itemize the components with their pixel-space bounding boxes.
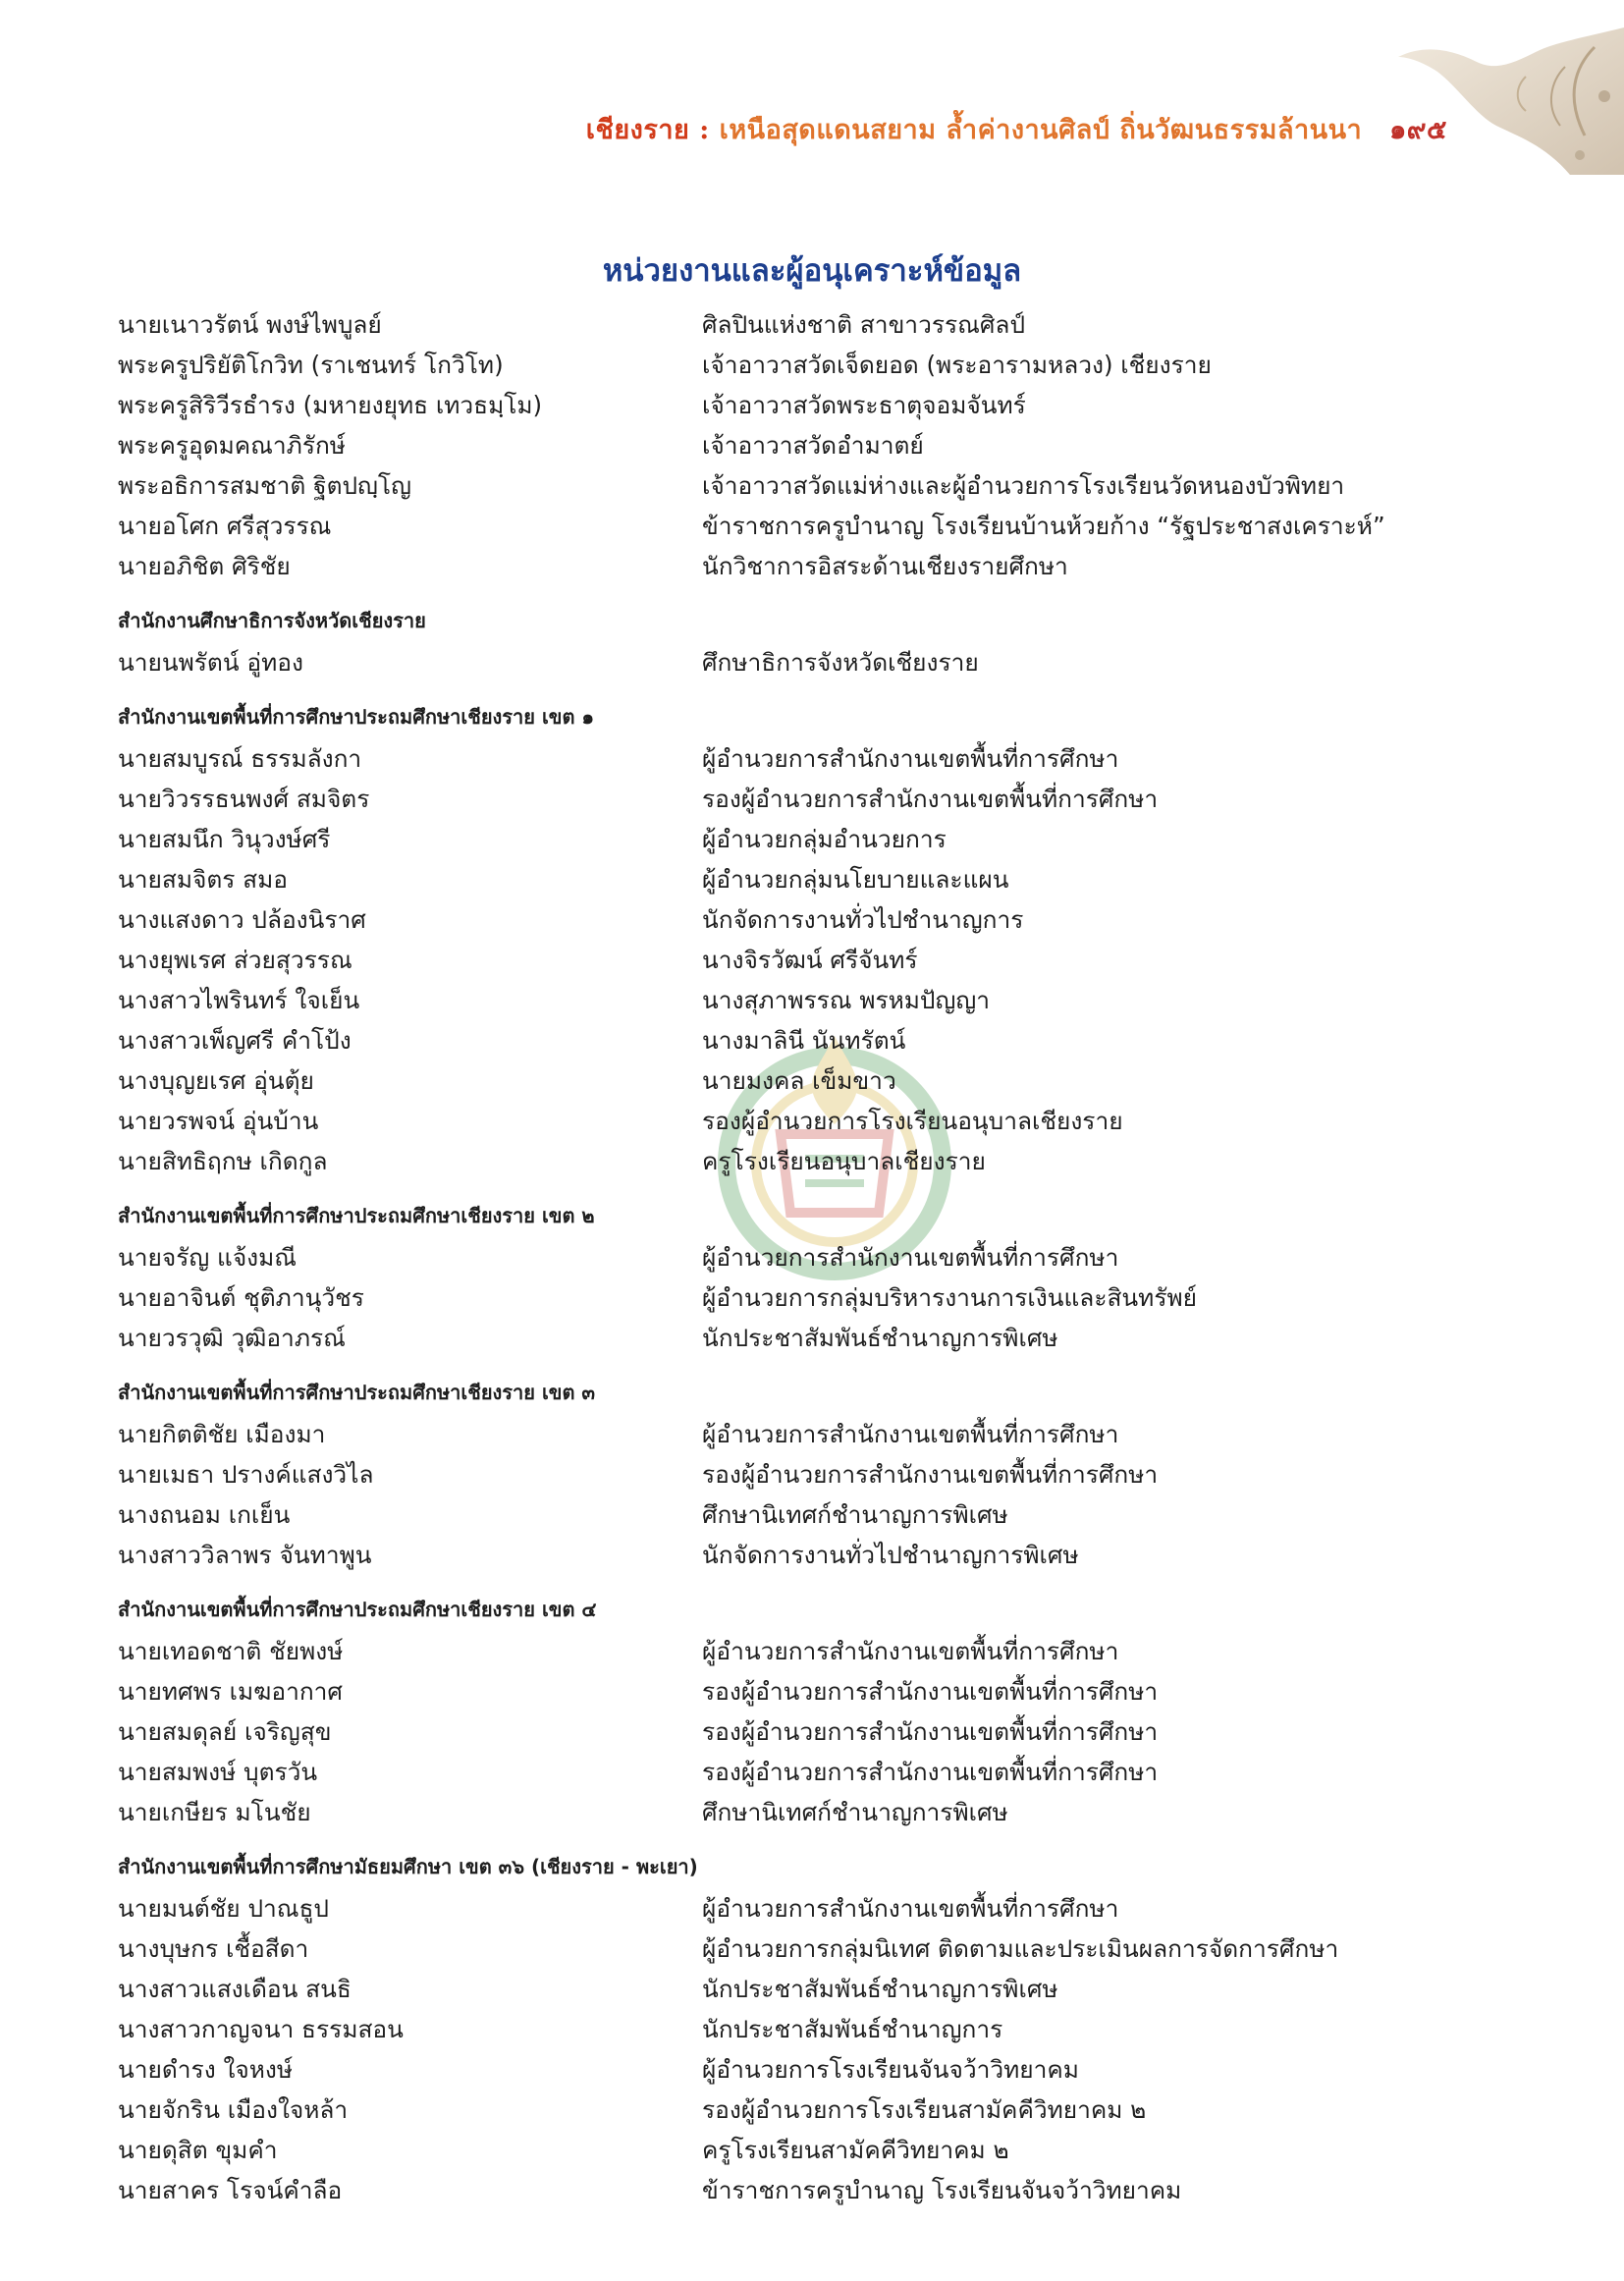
contributor-name: นายสมนึก วินุวงษ์ศรี	[118, 825, 331, 853]
contributor-row	[118, 1631, 1512, 1671]
contributor-position: ศึกษานิเทศก์ชำนาญการพิเศษ	[702, 1798, 1008, 1826]
contributor-position: เจ้าอาวาสวัดพระธาตุจอมจันทร์	[702, 391, 1026, 419]
contributor-row	[118, 779, 1512, 819]
contributor-row	[118, 980, 1512, 1020]
contributor-row	[118, 1020, 1512, 1060]
contributor-position: นางมาลินี นันทรัตน์	[702, 1026, 906, 1055]
contributor-position: ผู้อำนวยการกลุ่มบริหารงานการเงินและสินทรัพย์	[702, 1283, 1197, 1312]
contributor-name: นางสาวกาญจนา ธรรมสอน	[118, 2015, 404, 2043]
contributor-name: นายสมดุลย์ เจริญสุข	[118, 1717, 332, 1746]
contributor-position: นักจัดการงานทั่วไปชำนาญการพิเศษ	[702, 1541, 1079, 1569]
contributor-position: รองผู้อำนวยการโรงเรียนอนุบาลเชียงราย	[702, 1107, 1123, 1135]
contributor-position: ผู้อำนวยการโรงเรียนจันจว้าวิทยาคม	[702, 2055, 1079, 2084]
contributor-name: นายอโศก ศรีสุวรรณ	[118, 512, 332, 540]
contributor-position: นายมงคล เข็มขาว	[702, 1066, 896, 1095]
contributor-row	[118, 304, 1512, 345]
contributor-row	[118, 859, 1512, 899]
contributor-position: รองผู้อำนวยการโรงเรียนสามัคคีวิทยาคม ๒	[702, 2095, 1147, 2124]
contributor-position: ศึกษาธิการจังหวัดเชียงราย	[702, 648, 979, 677]
header-province: เชียงราย :	[585, 115, 710, 145]
contributor-position: ผู้อำนวยการสำนักงานเขตพื้นที่การศึกษา	[702, 1894, 1119, 1923]
contributor-position: นักประชาสัมพันธ์ชำนาญการพิเศษ	[702, 1975, 1058, 2003]
contributor-name: นายนพรัตน์ อู่ทอง	[118, 648, 303, 677]
contributor-row	[118, 1711, 1512, 1752]
contributor-position: รองผู้อำนวยการสำนักงานเขตพื้นที่การศึกษา	[702, 1677, 1159, 1706]
contributor-name: นายดุสิต ขุมคำ	[118, 2136, 278, 2164]
contributor-position: ผู้อำนวยการสำนักงานเขตพื้นที่การศึกษา	[702, 744, 1119, 773]
contributor-position: ครูโรงเรียนอนุบาลเชียงราย	[702, 1147, 986, 1175]
section-heading: สำนักงานเขตพื้นที่การศึกษามัธยมศึกษา เขต ๓๖ (เชียงราย - พะเยา)	[118, 1855, 698, 1878]
page-title: หน่วยงานและผู้อนุเคราะห์ข้อมูล	[602, 253, 1022, 289]
contributor-row	[118, 2130, 1512, 2170]
contributor-position: เจ้าอาวาสวัดอำมาตย์	[702, 431, 924, 460]
contributor-name: นายกิตติชัย เมืองมา	[118, 1420, 326, 1448]
contributor-row	[118, 1060, 1512, 1101]
contributor-row	[118, 1454, 1512, 1494]
contributor-row	[118, 1792, 1512, 1832]
contributor-name: นายสาคร โรจน์คำลือ	[118, 2176, 343, 2204]
contributor-row	[118, 940, 1512, 980]
contributor-name: นายวรพจน์ อุ่นบ้าน	[118, 1107, 319, 1135]
contributor-position: นางจิรวัฒน์ ศรีจันทร์	[702, 946, 918, 974]
contributor-position: ศึกษานิเทศก์ชำนาญการพิเศษ	[702, 1500, 1008, 1529]
corner-ornament-decoration	[1398, 27, 1624, 194]
contributor-position: ศิลปินแห่งชาติ สาขาวรรณศิลป์	[702, 310, 1025, 339]
contributor-row	[118, 345, 1512, 385]
contributor-name: นางบุษกร เชื้อสีดา	[118, 1934, 309, 1963]
contributor-row	[118, 1141, 1512, 1181]
contributor-name: นายสมจิตร สมอ	[118, 865, 288, 894]
contributor-position: ครูโรงเรียนสามัคคีวิทยาคม ๒	[702, 2136, 1009, 2164]
header-slogan: เหนือสุดแดนสยาม ล้ำค่างานศิลป์ ถิ่นวัฒนธรรมล้านนา	[719, 115, 1363, 145]
contributor-name: พระครูปริยัติโกวิท (ราเชนทร์ โกวิโท)	[118, 351, 504, 379]
contributor-row	[118, 819, 1512, 859]
contributor-name: นายมนต์ชัย ปาณธูป	[118, 1894, 329, 1923]
contributor-name: นายวิวรรธนพงศ์ สมจิตร	[118, 785, 370, 813]
contributor-name: นายทศพร เมฆอากาศ	[118, 1677, 343, 1706]
contributor-position: ผู้อำนวยการสำนักงานเขตพื้นที่การศึกษา	[702, 1637, 1119, 1665]
contributor-row	[118, 2049, 1512, 2090]
contributor-position: เจ้าอาวาสวัดเจ็ดยอด (พระอารามหลวง) เชียงราย	[702, 351, 1212, 379]
contributor-row	[118, 425, 1512, 465]
contributor-row	[118, 385, 1512, 425]
contributor-row	[118, 1277, 1512, 1318]
contributor-position: ผู้อำนวยการสำนักงานเขตพื้นที่การศึกษา	[702, 1243, 1119, 1272]
contributor-position: ผู้อำนวยการกลุ่มนิเทศ ติดตามและประเมินผลการจัดการศึกษา	[702, 1934, 1339, 1963]
contributor-position: นางสุภาพรรณ พรหมปัญญา	[702, 986, 990, 1014]
contributor-row	[118, 1237, 1512, 1277]
contributor-position: ผู้อำนวยกลุ่มนโยบายและแผน	[702, 865, 1009, 894]
contributor-name: นางบุญยเรศ อุ่นตุ้ย	[118, 1066, 314, 1095]
contributor-row	[118, 2090, 1512, 2130]
section-heading: สำนักงานเขตพื้นที่การศึกษาประถมศึกษาเชียงราย เขต ๔	[118, 1598, 597, 1621]
contributor-name: นายเทอดชาติ ชัยพงษ์	[118, 1637, 344, 1665]
contributor-name: นายวรวุฒิ วุฒิอาภรณ์	[118, 1324, 346, 1352]
section-heading: สำนักงานเขตพื้นที่การศึกษาประถมศึกษาเชียงราย เขต ๓	[118, 1381, 596, 1404]
contributor-row	[118, 2009, 1512, 2049]
contributor-name: นางยุพเรศ ส่วยสุวรรณ	[118, 946, 352, 974]
contributor-position: นักวิชาการอิสระด้านเชียงรายศึกษา	[702, 552, 1068, 580]
contributor-name: นายจักริน เมืองใจหล้า	[118, 2095, 349, 2124]
contributor-position: ข้าราชการครูบำนาญ โรงเรียนจันจว้าวิทยาคม	[702, 2176, 1182, 2204]
contributor-row	[118, 546, 1512, 586]
contributor-position: รองผู้อำนวยการสำนักงานเขตพื้นที่การศึกษา	[702, 1460, 1159, 1489]
contributor-position: นักประชาสัมพันธ์ชำนาญการ	[702, 2015, 1003, 2043]
contributor-name: พระครูสิริวีรธำรง (มหายงยุทธ เทวธมฺโม)	[118, 391, 543, 419]
contributor-position: ผู้อำนวยกลุ่มอำนวยการ	[702, 825, 947, 853]
contributor-position: ข้าราชการครูบำนาญ โรงเรียนบ้านห้วยก้าง “รัฐประชาสงเคราะห์”	[702, 512, 1385, 540]
section-heading: สำนักงานเขตพื้นที่การศึกษาประถมศึกษาเชียงราย เขต ๒	[118, 1204, 595, 1227]
contributor-name: พระครูอุดมคณาภิรักษ์	[118, 431, 346, 460]
contributor-name: นายสมพงษ์ บุตรวัน	[118, 1758, 318, 1786]
contributor-row	[118, 642, 1512, 682]
contributor-name: นางสาววิลาพร จันทาพูน	[118, 1541, 372, 1569]
contributor-row	[118, 899, 1512, 940]
contributor-name: นางถนอม เกเย็น	[118, 1500, 291, 1529]
contributor-name: นางแสงดาว ปล้องนิราศ	[118, 905, 366, 934]
page-number: ๑๙๕	[1389, 115, 1447, 145]
contributor-row	[118, 506, 1512, 546]
contributor-row	[118, 465, 1512, 506]
contributor-position: นักประชาสัมพันธ์ชำนาญการพิเศษ	[702, 1324, 1058, 1352]
contributor-row	[118, 1888, 1512, 1928]
contributor-name: นางสาวแสงเดือน สนธิ	[118, 1975, 352, 2003]
contributor-row	[118, 1928, 1512, 1969]
contributor-position: ผู้อำนวยการสำนักงานเขตพื้นที่การศึกษา	[702, 1420, 1119, 1448]
contributor-position: รองผู้อำนวยการสำนักงานเขตพื้นที่การศึกษา	[702, 1758, 1159, 1786]
contributor-name: นางสาวไพรินทร์ ใจเย็น	[118, 986, 360, 1014]
contributor-row	[118, 1101, 1512, 1141]
contributor-name: นายดำรง ใจหงษ์	[118, 2055, 294, 2084]
contributor-row	[118, 1414, 1512, 1454]
contributor-name: นายเกษียร มโนชัย	[118, 1798, 311, 1826]
contributor-row	[118, 2170, 1512, 2210]
contributor-name: พระอธิการสมชาติ ฐิตปญฺโญ	[118, 471, 411, 500]
contributor-name: นายสิทธิฤกษ เกิดกูล	[118, 1147, 328, 1175]
contributor-row	[118, 1318, 1512, 1358]
contributor-name: นายอภิชิต ศิริชัย	[118, 552, 291, 580]
contributor-row	[118, 1969, 1512, 2009]
section-heading: สำนักงานเขตพื้นที่การศึกษาประถมศึกษาเชียงราย เขต ๑	[118, 705, 595, 729]
contributor-position: รองผู้อำนวยการสำนักงานเขตพื้นที่การศึกษา	[702, 785, 1159, 813]
contributor-row	[118, 1671, 1512, 1711]
contributor-row	[118, 1752, 1512, 1792]
contributor-row	[118, 738, 1512, 779]
contributor-name: นายจรัญ แจ้งมณี	[118, 1243, 298, 1272]
contributor-name: นายเนาวรัตน์ พงษ์ไพบูลย์	[118, 310, 382, 339]
running-header	[586, 108, 1447, 150]
contributor-position: นักจัดการงานทั่วไปชำนาญการ	[702, 905, 1024, 934]
contributor-row	[118, 1535, 1512, 1575]
contributor-row	[118, 1494, 1512, 1535]
contributor-position: เจ้าอาวาสวัดแม่ห่างและผู้อำนวยการโรงเรียนวัดหนองบัวพิทยา	[702, 471, 1345, 500]
contributors-list	[118, 304, 1512, 2210]
contributor-name: นายสมบูรณ์ ธรรมลังกา	[118, 744, 362, 773]
contributor-name: นายอาจินต์ ชุติภานุวัชร	[118, 1283, 364, 1312]
section-heading: สำนักงานศึกษาธิการจังหวัดเชียงราย	[118, 609, 426, 632]
contributor-position: รองผู้อำนวยการสำนักงานเขตพื้นที่การศึกษา	[702, 1717, 1159, 1746]
contributor-name: นายเมธา ปรางค์แสงวิไล	[118, 1460, 374, 1489]
contributor-name: นางสาวเพ็ญศรี คำโป้ง	[118, 1026, 352, 1055]
